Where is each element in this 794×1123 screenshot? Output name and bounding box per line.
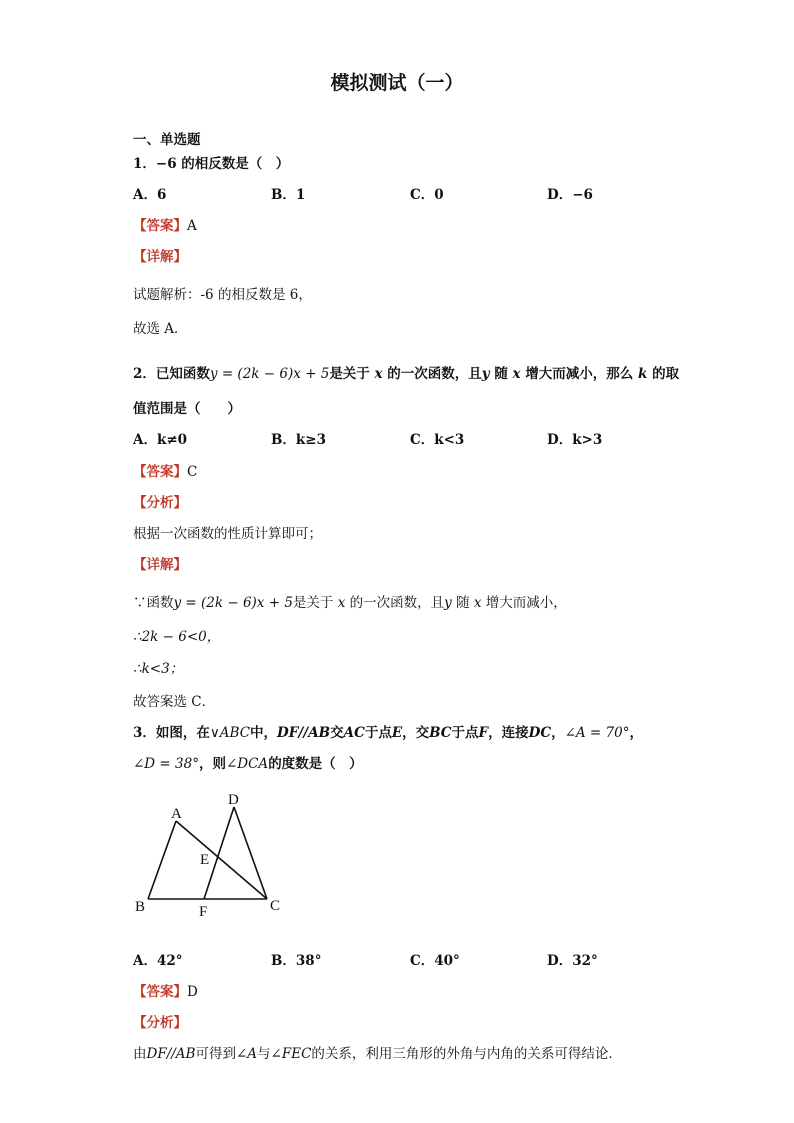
page-title: 模拟测试（一） xyxy=(330,72,464,94)
q1-option-b[interactable]: B．1 xyxy=(271,187,306,203)
q2-formula: y = (2k − 6)x + 5 xyxy=(209,366,330,382)
answer-value: C xyxy=(187,464,198,480)
q3-df-ab: DF//AB xyxy=(146,1046,196,1062)
q3-analysis-label: 【分析】 xyxy=(133,1015,187,1031)
label-b: B xyxy=(135,899,146,915)
q2-stem-text: 随 xyxy=(494,366,508,382)
q3-angle-dca: ∠DCA xyxy=(225,756,269,772)
q3-angle-a: ∠A xyxy=(235,1046,258,1062)
q1-stem: 1．−6 的相反数是（ ） xyxy=(133,156,290,172)
label-c: C xyxy=(270,898,281,914)
q3-analysis-text: 与 xyxy=(257,1046,271,1062)
q3-stem-line-1 xyxy=(133,721,643,741)
q3-seg-bc: BC xyxy=(429,725,452,741)
q3-point-e: E xyxy=(391,725,403,741)
q2-detail-text: 增大而减小， xyxy=(485,595,567,611)
q2-formula: y = (2k − 6)x + 5 xyxy=(173,595,293,611)
q2-detail-line-2: ∴2k − 6<0， xyxy=(133,629,221,645)
q2-stem-text: 增大而减小，那么 xyxy=(525,366,634,382)
q2-detail-text: ∵函数 xyxy=(133,595,174,611)
label-d: D xyxy=(228,792,239,808)
answer-label: 【答案】 xyxy=(133,984,187,1000)
q1-option-d[interactable]: D．−6 xyxy=(547,187,593,203)
q2-stem-text: 的取 xyxy=(652,366,680,382)
q1-answer xyxy=(133,214,197,234)
answer-label: 【答案】 xyxy=(133,464,187,480)
q2-answer xyxy=(133,460,197,480)
q2-option-a[interactable]: A．k≠0 xyxy=(133,432,188,448)
q1-option-c[interactable]: C．0 xyxy=(410,187,444,203)
q3-option-c[interactable]: C．40° xyxy=(410,953,460,969)
q3-stem-line-2 xyxy=(133,752,363,772)
q2-detail-text: 是关于 xyxy=(292,595,334,611)
section-heading: 一、单选题 xyxy=(133,132,201,148)
triangle-figure xyxy=(130,785,295,920)
q3-triangle: ∨ABC xyxy=(209,725,251,741)
q2-analysis: 根据一次函数的性质计算即可； xyxy=(133,526,322,542)
segment-ab xyxy=(148,821,176,899)
var-x: x xyxy=(473,595,482,611)
q3-angle-d: ∠D = 38° xyxy=(133,756,199,772)
q3-df-ab: DF//AB xyxy=(277,725,331,741)
var-x: x xyxy=(337,595,346,611)
q3-stem-text: 中， xyxy=(250,725,278,741)
var-y: y xyxy=(481,366,490,382)
q3-angle-a: ∠A = 70° xyxy=(564,725,630,741)
q3-stem-text: ， xyxy=(629,725,643,741)
answer-value: A xyxy=(187,218,197,234)
q2-stem-text: 的一次函数，且 xyxy=(387,366,482,382)
var-x: x xyxy=(374,366,383,382)
q3-stem-text: 的度数是（ ） xyxy=(268,756,363,772)
label-f: F xyxy=(199,904,208,920)
q3-option-a[interactable]: A．42° xyxy=(133,953,183,969)
q2-stem-text: 是关于 xyxy=(329,366,370,382)
q2-detail-label: 【详解】 xyxy=(133,557,187,573)
q3-answer xyxy=(133,980,198,1000)
label-a: A xyxy=(171,806,182,822)
q3-stem-text: 3．如图，在 xyxy=(133,725,210,741)
q1-detail-label: 【详解】 xyxy=(133,249,187,265)
q3-stem-text: ，则 xyxy=(198,756,226,772)
q2-option-b[interactable]: B．k≥3 xyxy=(271,432,326,448)
q1-detail-line-2: 故选 A． xyxy=(133,321,188,337)
q2-detail-text: 随 xyxy=(456,595,470,611)
var-k: k xyxy=(638,366,648,382)
q1-detail-line-1: 试题解析：-6 的相反数是 6， xyxy=(133,287,312,303)
q2-detail-line-3: ∴k<3； xyxy=(133,661,184,677)
q3-stem-text: ，交 xyxy=(402,725,430,741)
q1-option-a[interactable]: A．6 xyxy=(133,187,167,203)
var-x: x xyxy=(512,366,521,382)
q2-detail-line-1 xyxy=(133,591,567,611)
q3-stem-text: ，连接 xyxy=(488,725,529,741)
q2-detail-line-4: 故答案选 C． xyxy=(133,694,216,710)
q3-seg-dc: DC xyxy=(528,725,552,741)
q3-stem-text: 交 xyxy=(330,725,344,741)
q3-stem-text: 于点 xyxy=(451,725,479,741)
q3-analysis-text: 可得到 xyxy=(195,1046,236,1062)
answer-label: 【答案】 xyxy=(133,218,187,234)
q3-option-b[interactable]: B．38° xyxy=(271,953,322,969)
q2-option-c[interactable]: C．k<3 xyxy=(410,432,465,448)
q2-stem-line-2: 值范围是（ ） xyxy=(133,401,241,417)
q2-stem-line-1 xyxy=(133,362,679,382)
q2-analysis-label: 【分析】 xyxy=(133,495,187,511)
q2-stem-text: 2．已知函数 xyxy=(133,366,210,382)
q3-analysis-text: 的关系，利用三角形的外角与内角的关系可得结论． xyxy=(311,1046,622,1062)
q3-analysis-text: 由 xyxy=(133,1046,147,1062)
q2-option-d[interactable]: D．k>3 xyxy=(547,432,603,448)
q3-seg-ac: AC xyxy=(343,725,365,741)
q3-angle-fec: ∠FEC xyxy=(270,1046,312,1062)
label-e: E xyxy=(200,852,210,868)
answer-value: D xyxy=(187,984,198,1000)
q3-analysis xyxy=(133,1042,622,1062)
q3-point-f: F xyxy=(478,725,489,741)
var-y: y xyxy=(444,595,452,611)
q3-stem-text: 于点 xyxy=(364,725,392,741)
q3-option-d[interactable]: D．32° xyxy=(547,953,598,969)
q3-stem-text: ， xyxy=(551,725,565,741)
q2-detail-text: 的一次函数，且 xyxy=(349,595,445,611)
